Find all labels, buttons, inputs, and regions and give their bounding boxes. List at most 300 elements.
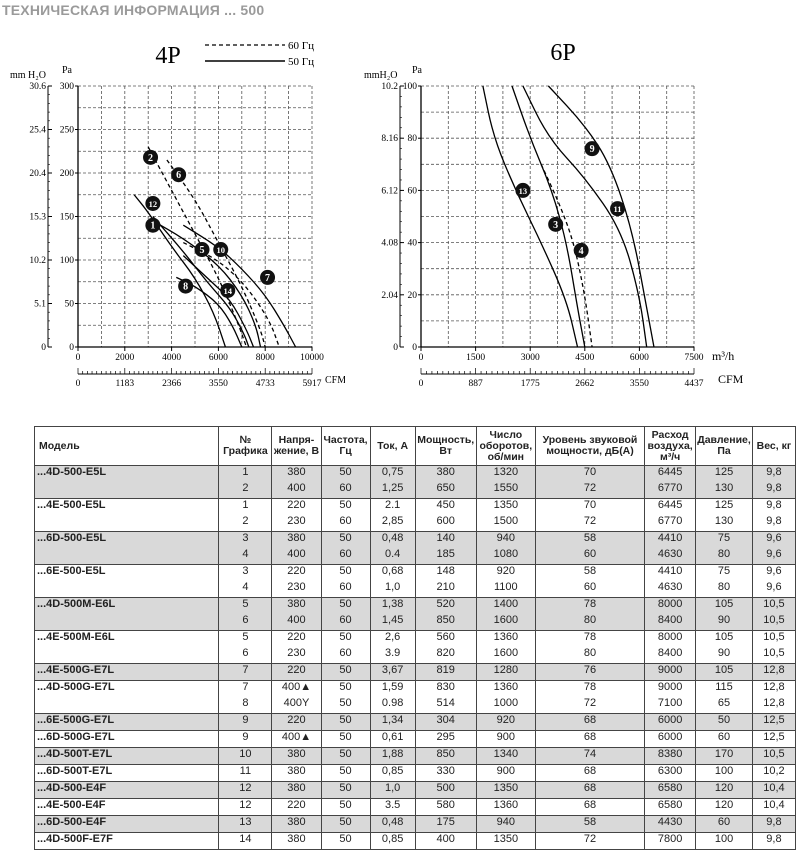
chart-6p-curve-labels xyxy=(515,141,625,258)
table-cell: 450 xyxy=(415,499,476,516)
curve-label-4: 4 xyxy=(578,245,584,257)
table-cell: 1,45 xyxy=(370,614,415,631)
table-cell: 148 xyxy=(415,565,476,582)
m3h-tick-label: 10000 xyxy=(300,353,324,363)
header-graph: № Графика xyxy=(219,427,272,466)
table-cell: 10,5 xyxy=(752,647,795,664)
m3h-tick-label: 7500 xyxy=(684,353,704,363)
table-cell: 9 xyxy=(219,731,272,748)
pa-tick-label: 300 xyxy=(59,82,74,92)
table-cell: 8000 xyxy=(645,598,696,615)
mmh2o-tick-label: 20.4 xyxy=(29,169,46,179)
table-row xyxy=(35,598,796,615)
m3h-tick-label: 0 xyxy=(75,353,81,363)
table-cell: 140 xyxy=(415,532,476,549)
table-cell: 940 xyxy=(476,816,535,833)
table-cell: 9,6 xyxy=(752,532,795,549)
table-cell: 0,48 xyxy=(370,816,415,833)
table-cell: 220 xyxy=(272,799,321,816)
model-group xyxy=(35,664,796,681)
table-cell: 1320 xyxy=(476,466,535,483)
table-cell: 0,48 xyxy=(370,532,415,549)
table-cell: 1,88 xyxy=(370,748,415,765)
table-cell: 76 xyxy=(535,664,644,681)
cell-model xyxy=(35,614,219,631)
m3h-tick-label: 8000 xyxy=(255,353,275,363)
table-cell: 1 xyxy=(219,499,272,516)
table-cell: 60 xyxy=(321,581,370,598)
curve-label-10: 10 xyxy=(216,245,225,256)
table-cell: 78 xyxy=(535,631,644,648)
table-cell: 9,6 xyxy=(752,565,795,582)
table-cell: 1350 xyxy=(476,833,535,850)
table-cell: 60 xyxy=(535,581,644,598)
cfm-tick-label: 0 xyxy=(418,379,424,389)
table-cell: 940 xyxy=(476,532,535,549)
table-cell: 6580 xyxy=(645,782,696,799)
table-cell: 68 xyxy=(535,731,644,748)
m3h-tick-label: 0 xyxy=(418,353,424,363)
table-cell: 6770 xyxy=(645,515,696,532)
table-cell: 220 xyxy=(272,664,321,681)
table-cell: 50 xyxy=(321,697,370,714)
table-cell: 50 xyxy=(321,466,370,483)
cfm-tick-label: 4733 xyxy=(255,379,275,389)
model-group xyxy=(35,466,796,499)
m3h-tick-label: 3000 xyxy=(520,353,540,363)
table-row xyxy=(35,765,796,782)
table-cell: 1360 xyxy=(476,799,535,816)
table-cell: 50 xyxy=(321,833,370,850)
cfm-tick-label: 0 xyxy=(75,379,81,389)
table-cell: 3.9 xyxy=(370,647,415,664)
table-row xyxy=(35,565,796,582)
table-cell: 400 xyxy=(415,833,476,850)
pa-tick-label: 80 xyxy=(407,134,417,145)
table-cell: 105 xyxy=(696,598,753,615)
table-cell: 60 xyxy=(321,647,370,664)
table-cell: 3,67 xyxy=(370,664,415,681)
table-row xyxy=(35,631,796,648)
table-cell: 0.98 xyxy=(370,697,415,714)
table-cell: 1100 xyxy=(476,581,535,598)
table-cell: 10 xyxy=(219,748,272,765)
cell-model: ...4D-500G-E7L xyxy=(35,681,219,698)
table-row xyxy=(35,499,796,516)
table-row xyxy=(35,515,796,532)
cell-model: ...6D-500-E4F xyxy=(35,816,219,833)
header-sound: Уровень звуковой мощности, дБ(А) xyxy=(535,427,644,466)
chart-6p-title: 6P xyxy=(550,40,576,66)
curve-label-9: 9 xyxy=(589,144,595,156)
table-cell: 14 xyxy=(219,833,272,850)
table-cell: 2 xyxy=(219,482,272,499)
curve-label-2: 2 xyxy=(148,152,154,164)
table-cell: 50 xyxy=(321,681,370,698)
table-cell: 50 xyxy=(321,731,370,748)
cfm-tick-label: 3550 xyxy=(629,379,649,389)
cfm-tick-label: 4437 xyxy=(684,379,704,389)
pa-tick-label: 0 xyxy=(412,343,417,353)
table-cell: 6000 xyxy=(645,731,696,748)
table-row xyxy=(35,581,796,598)
table-cell: 220 xyxy=(272,631,321,648)
mmh2o-tick-label: 4.08 xyxy=(381,238,398,249)
table-cell: 170 xyxy=(696,748,753,765)
table-cell: 78 xyxy=(535,681,644,698)
table-cell: 1600 xyxy=(476,614,535,631)
table-cell: 3 xyxy=(219,565,272,582)
table-row xyxy=(35,816,796,833)
table-cell: 50 xyxy=(321,816,370,833)
table-cell: 4410 xyxy=(645,565,696,582)
table-header-row xyxy=(35,427,796,466)
table-cell: 72 xyxy=(535,697,644,714)
mmh2o-tick-label: 15.3 xyxy=(29,212,46,223)
table-cell: 58 xyxy=(535,565,644,582)
table-cell: 50 xyxy=(696,714,753,731)
cell-model: ...4E-500-E5L xyxy=(35,499,219,516)
model-group xyxy=(35,499,796,532)
legend-50hz-label: 50 Гц xyxy=(288,56,314,68)
table-cell: 100 xyxy=(696,833,753,850)
mmh2o-tick-label: 10.2 xyxy=(29,256,46,266)
cell-model xyxy=(35,482,219,499)
table-cell: 220 xyxy=(272,499,321,516)
cell-model: ...6D-500-E5L xyxy=(35,532,219,549)
cell-model: ...4E-500M-E6L xyxy=(35,631,219,648)
mmh2o-tick-label: 8.16 xyxy=(381,134,398,145)
chart-4p-title: 4P xyxy=(155,43,181,69)
table-cell: 1,0 xyxy=(370,782,415,799)
table-cell: 380 xyxy=(272,532,321,549)
table-cell: 9,8 xyxy=(752,515,795,532)
pa-tick-label: 0 xyxy=(69,343,74,353)
table-row xyxy=(35,799,796,816)
table-cell: 580 xyxy=(415,799,476,816)
table-cell: 9,8 xyxy=(752,816,795,833)
table-cell: 50 xyxy=(321,765,370,782)
curve-label-3: 3 xyxy=(553,219,559,231)
table-cell: 90 xyxy=(696,614,753,631)
table-cell: 60 xyxy=(535,548,644,565)
header-pressure: Давление, Па xyxy=(696,427,753,466)
model-group xyxy=(35,681,796,714)
table-row xyxy=(35,466,796,483)
table-cell: 380 xyxy=(415,466,476,483)
spec-table xyxy=(34,426,796,850)
table-cell: 5 xyxy=(219,631,272,648)
table-cell: 72 xyxy=(535,515,644,532)
table-cell: 9000 xyxy=(645,664,696,681)
table-cell: 10,2 xyxy=(752,765,795,782)
table-row xyxy=(35,614,796,631)
table-cell: 830 xyxy=(415,681,476,698)
table-cell: 80 xyxy=(535,647,644,664)
table-cell: 68 xyxy=(535,799,644,816)
table-cell: 1,25 xyxy=(370,482,415,499)
mmh2o-tick-label: 30.6 xyxy=(29,82,46,92)
table-cell: 7 xyxy=(219,664,272,681)
table-cell: 68 xyxy=(535,765,644,782)
header-voltage: Напря-жение, В xyxy=(272,427,321,466)
table-cell: 380 xyxy=(272,466,321,483)
table-cell: 230 xyxy=(272,581,321,598)
table-cell: 400Y xyxy=(272,697,321,714)
table-row xyxy=(35,731,796,748)
table-cell: 10,5 xyxy=(752,631,795,648)
table-cell: 68 xyxy=(535,782,644,799)
table-cell: 514 xyxy=(415,697,476,714)
pa-tick-label: 200 xyxy=(59,169,74,179)
table-cell: 1,0 xyxy=(370,581,415,598)
chart-4p-svg xyxy=(0,28,345,398)
pa-tick-label: 40 xyxy=(407,238,417,249)
mmh2o-tick-label: 2.04 xyxy=(381,290,398,301)
header-flow: Расход воздуха, м³/ч xyxy=(645,427,696,466)
pa-tick-label: 60 xyxy=(407,186,417,197)
cell-model xyxy=(35,515,219,532)
chart-6p-m3h-unit: m³/h xyxy=(712,349,735,363)
table-cell: 3.5 xyxy=(370,799,415,816)
header-weight: Вес, кг xyxy=(752,427,795,466)
table-cell: 60 xyxy=(321,614,370,631)
cell-model: ...6D-500G-E7L xyxy=(35,731,219,748)
table-cell: 50 xyxy=(321,748,370,765)
table-cell: 9 xyxy=(219,714,272,731)
table-cell: 12,8 xyxy=(752,664,795,681)
table-cell: 304 xyxy=(415,714,476,731)
chart-4p-grid xyxy=(78,86,312,347)
table-cell: 60 xyxy=(321,482,370,499)
table-cell: 0,85 xyxy=(370,833,415,850)
table-row xyxy=(35,681,796,698)
header-model: Модель xyxy=(35,427,219,466)
mmh2o-tick-label: 5.1 xyxy=(34,299,46,310)
table-cell: 125 xyxy=(696,466,753,483)
table-cell: 380 xyxy=(272,748,321,765)
table-row xyxy=(35,782,796,799)
model-group xyxy=(35,731,796,748)
table-cell: 10,5 xyxy=(752,614,795,631)
table-cell: 6445 xyxy=(645,499,696,516)
model-group xyxy=(35,765,796,782)
table-cell: 8000 xyxy=(645,631,696,648)
table-cell: 50 xyxy=(321,532,370,549)
cell-model xyxy=(35,548,219,565)
table-cell: 0.4 xyxy=(370,548,415,565)
m3h-tick-label: 4500 xyxy=(575,353,595,363)
table-row xyxy=(35,482,796,499)
table-cell: 6000 xyxy=(645,714,696,731)
table-cell: 50 xyxy=(321,499,370,516)
table-cell: 7100 xyxy=(645,697,696,714)
table-cell: 72 xyxy=(535,833,644,850)
chart-6p-svg xyxy=(350,28,800,398)
table-cell: 400▲ xyxy=(272,681,321,698)
table-cell: 560 xyxy=(415,631,476,648)
table-cell: 650 xyxy=(415,482,476,499)
cell-model: ...4D-500-E4F xyxy=(35,782,219,799)
curve-label-8: 8 xyxy=(183,281,189,293)
table-cell: 74 xyxy=(535,748,644,765)
curve-label-11: 11 xyxy=(613,204,622,215)
table-cell: 8380 xyxy=(645,748,696,765)
table-cell: 500 xyxy=(415,782,476,799)
model-group xyxy=(35,816,796,833)
table-cell: 380 xyxy=(272,816,321,833)
table-cell: 58 xyxy=(535,532,644,549)
table-cell: 4 xyxy=(219,548,272,565)
cell-model: ...4D-500F-E7F xyxy=(35,833,219,850)
chart-6p-axes xyxy=(381,82,703,389)
cell-model xyxy=(35,647,219,664)
table-cell: 12 xyxy=(219,782,272,799)
table-cell: 6 xyxy=(219,647,272,664)
table-cell: 1400 xyxy=(476,598,535,615)
table-cell: 380 xyxy=(272,782,321,799)
table-cell: 380 xyxy=(272,765,321,782)
table-cell: 75 xyxy=(696,565,753,582)
chart-4p-right-unit: Pa xyxy=(62,65,72,76)
table-cell: 5 xyxy=(219,598,272,615)
model-group xyxy=(35,782,796,799)
chart-4p-curve-labels xyxy=(143,150,275,298)
table-cell: 58 xyxy=(535,816,644,833)
curve-label-1: 1 xyxy=(150,220,156,232)
table-cell: 9000 xyxy=(645,681,696,698)
table-cell: 50 xyxy=(321,799,370,816)
table-cell: 1340 xyxy=(476,748,535,765)
table-cell: 120 xyxy=(696,799,753,816)
table-cell: 60 xyxy=(696,816,753,833)
cell-model: ...4D-500M-E6L xyxy=(35,598,219,615)
pa-tick-label: 100 xyxy=(402,82,417,92)
chart-6p-cfm-unit: CFM xyxy=(718,372,744,386)
table-cell: 9,8 xyxy=(752,499,795,516)
table-cell: 125 xyxy=(696,499,753,516)
table-cell: 220 xyxy=(272,714,321,731)
m3h-tick-label: 1500 xyxy=(466,353,486,363)
model-group xyxy=(35,748,796,765)
table-cell: 75 xyxy=(696,532,753,549)
page-title: ТЕХНИЧЕСКАЯ ИНФОРМАЦИЯ ... 500 xyxy=(2,2,265,18)
table-cell: 7 xyxy=(219,681,272,698)
table-cell: 0,75 xyxy=(370,466,415,483)
table-cell: 380 xyxy=(272,833,321,850)
header-rpm: Число оборотов, об/мин xyxy=(476,427,535,466)
table-cell: 50 xyxy=(321,782,370,799)
m3h-tick-label: 6000 xyxy=(629,353,649,363)
table-row xyxy=(35,714,796,731)
table-row xyxy=(35,833,796,850)
cfm-tick-label: 2662 xyxy=(575,379,595,389)
table-cell: 12,5 xyxy=(752,731,795,748)
table-cell: 175 xyxy=(415,816,476,833)
table-cell: 6770 xyxy=(645,482,696,499)
table-cell: 8400 xyxy=(645,614,696,631)
table-cell: 68 xyxy=(535,714,644,731)
table-cell: 10,4 xyxy=(752,782,795,799)
table-cell: 100 xyxy=(696,765,753,782)
table-cell: 0,85 xyxy=(370,765,415,782)
table-cell: 80 xyxy=(696,581,753,598)
table-cell: 9,8 xyxy=(752,466,795,483)
cfm-tick-label: 1183 xyxy=(115,379,135,389)
table-cell: 70 xyxy=(535,499,644,516)
model-group xyxy=(35,714,796,731)
m3h-tick-label: 6000 xyxy=(208,353,228,363)
table-cell: 9,8 xyxy=(752,482,795,499)
table-cell: 920 xyxy=(476,714,535,731)
table-cell: 9,6 xyxy=(752,548,795,565)
table-cell: 600 xyxy=(415,515,476,532)
table-cell: 6 xyxy=(219,614,272,631)
pa-tick-label: 50 xyxy=(64,299,74,310)
model-group xyxy=(35,565,796,598)
mmh2o-tick-label: 25.4 xyxy=(29,125,46,136)
table-cell: 60 xyxy=(696,731,753,748)
cell-model xyxy=(35,697,219,714)
table-cell: 105 xyxy=(696,664,753,681)
cfm-tick-label: 3550 xyxy=(208,379,228,389)
table-cell: 380 xyxy=(272,598,321,615)
table-cell: 10,5 xyxy=(752,598,795,615)
table-cell: 230 xyxy=(272,647,321,664)
table-cell: 10,5 xyxy=(752,748,795,765)
table-cell: 4 xyxy=(219,581,272,598)
table-cell: 6445 xyxy=(645,466,696,483)
cell-model: ...4E-500-E4F xyxy=(35,799,219,816)
table-cell: 130 xyxy=(696,482,753,499)
cfm-tick-label: 5917 xyxy=(302,379,322,389)
table-cell: 1000 xyxy=(476,697,535,714)
model-group xyxy=(35,532,796,565)
table-cell: 900 xyxy=(476,765,535,782)
table-cell: 6580 xyxy=(645,799,696,816)
chart-4p xyxy=(0,28,345,398)
mmh2o-tick-label: 10.2 xyxy=(381,82,398,92)
table-cell: 9,8 xyxy=(752,833,795,850)
table-cell: 80 xyxy=(696,548,753,565)
table-cell: 520 xyxy=(415,598,476,615)
table-cell: 820 xyxy=(415,647,476,664)
table-row xyxy=(35,548,796,565)
table-cell: 90 xyxy=(696,647,753,664)
table-cell: 330 xyxy=(415,765,476,782)
table-cell: 2 xyxy=(219,515,272,532)
header-power: Мощность, Вт xyxy=(415,427,476,466)
table-cell: 185 xyxy=(415,548,476,565)
table-cell: 8 xyxy=(219,697,272,714)
chart-6p-left-unit: mmH₂O xyxy=(364,70,398,81)
table-cell: 9,6 xyxy=(752,581,795,598)
table-row xyxy=(35,647,796,664)
table-cell: 1550 xyxy=(476,482,535,499)
cfm-tick-label: 1775 xyxy=(520,379,540,389)
m3h-tick-label: 4000 xyxy=(162,353,182,363)
curve-label-14: 14 xyxy=(223,285,233,296)
table-cell: 1280 xyxy=(476,664,535,681)
table-cell: 900 xyxy=(476,731,535,748)
table-cell: 2,85 xyxy=(370,515,415,532)
table-cell: 50 xyxy=(321,598,370,615)
table-row xyxy=(35,697,796,714)
table-cell: 72 xyxy=(535,482,644,499)
header-freq: Частота, Гц xyxy=(321,427,370,466)
table-cell: 2,6 xyxy=(370,631,415,648)
curve-label-6: 6 xyxy=(176,170,182,182)
